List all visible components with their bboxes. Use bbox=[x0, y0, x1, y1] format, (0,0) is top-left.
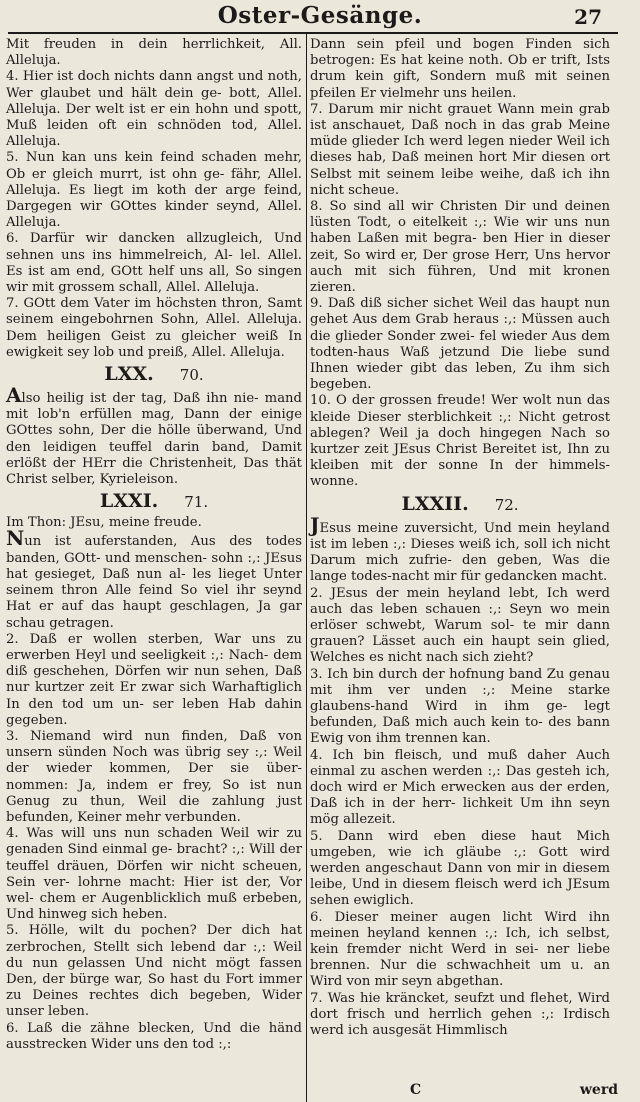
verse: 6. Dieser meiner augen licht Wird ihn meinen heyland kennen :,: Ich, ich selbst, kein fremder nicht Werd in sei- ner liebe brennen. Nur die schwachheit um u. an Wird von mir seyn abgethan. bbox=[310, 909, 610, 990]
verse: 4. Was will uns nun schaden Weil wir zu genaden Sind einmal ge- bracht? :,: Will der teuffel dräuen, Dörfen wir nicht scheuen, Sein ver- lohrne macht: Hier ist der, Vor wel- chem er Augenblicklich muß erbeben, Und hinweg sich heben. bbox=[6, 826, 302, 923]
initial-letter: J bbox=[310, 512, 320, 537]
hymn-roman-numeral: LXXI. bbox=[99, 490, 159, 513]
verse: Dann sein pfeil und bogen Finden sich betrogen: Es hat keine noth. Ob er trift, Ists drum kein gift, Sondern muß mit seinen pfeilen Er vielmehr uns heilen. bbox=[310, 37, 610, 101]
verse: 9. Daß diß sicher sichet Weil das haupt nun gehet Aus dem Grab heraus :,: Müssen auch die glieder Sonder zwei- fel wieder Aus dem todten-haus Waß jetzund Die liebe sund Ihnen wieder gibt das leben, Zu ihm sich begeben. bbox=[310, 296, 610, 393]
column-divider bbox=[306, 34, 307, 1102]
verse-body: un ist auferstanden, Aus des todes banden, GOtt- und menschen- sohn :,: JEsus hat gesieget, Daß nun al- les lieget Unter seinem thron Alle feind So viel ihr seynd Hat er auf das haupt geschlagen, Ja gar schau getragen. bbox=[6, 534, 302, 631]
verse: 4. Ich bin fleisch, und muß daher Auch einmal zu aschen werden :,: Das gesteh ich, doch wird er Mich erwecken aus der erden, Daß ich in der herr- lichkeit Um ihn seyn mög allezeit. bbox=[310, 747, 610, 828]
verse: 3. Niemand wird nun finden, Daß von unsern sünden Noch was übrig sey :,: Weil der wieder kommen, Der sie über- nommen: Ja, indem er frey, So ist nun Genug zu thun, Weil die zahlung just befunden, Keiner mehr verbunden. bbox=[6, 728, 302, 825]
verse: 2. JEsus der mein heyland lebt, Ich werd auch das leben schauen :,: Seyn wo mein erlöser schwebt, Warum sol- te mir dann grauen? Lässet auch ein haupt sein glied, Welches es nicht nach sich zieht? bbox=[310, 585, 610, 666]
initial-letter: N bbox=[6, 526, 25, 551]
right-column bbox=[310, 37, 610, 1039]
verse: 5. Hölle, wilt du pochen? Der dich hat zerbrochen, Stellt sich lebend dar :,: Weil du nun gelassen Und nicht mögt fassen Den, der bürge war, So hast du Fort immer zu Deines rechtes dich begeben, Wider unser leben. bbox=[6, 923, 302, 1020]
verse: 6. Laß die zähne blecken, Und die händ ausstrecken Wider uns den tod :,: bbox=[6, 1020, 302, 1052]
page-number: 27 bbox=[574, 5, 602, 29]
verse: 4. Hier ist doch nichts dann angst und noth, Wer glaubet und hält dein ge- bott, Allel. Alleluja. Der welt ist er ein hohn und spott, Muß leiden oft ein schnöden tod, Allel. Alleluja. bbox=[6, 69, 302, 150]
hymn-number-70 bbox=[6, 363, 302, 386]
signature-mark: C bbox=[410, 1082, 422, 1098]
hymn-roman-numeral: LXX. bbox=[104, 363, 154, 386]
verse: Mit freuden in dein herrlichkeit, All. Alleluja. bbox=[6, 37, 302, 69]
page-header bbox=[0, 0, 640, 34]
verse: 3. Ich bin durch der hofnung band Zu genau mit ihm ver unden :,: Meine starke glaubens-hand Wird in ihm ge- legt befunden, Daß mich auch kein to- des bann Ewig von ihm trennen kan. bbox=[310, 666, 610, 747]
initial-letter: A bbox=[6, 383, 22, 408]
verse: 7. Darum mir nicht grauet Wann mein grab ist anschauet, Daß noch in das grab Meine müde glieder Ich werd legen nieder Weil ich dieses hab, Daß meinen hort Mir diesen ort Selbst mit seinem leibe weihe, daß ich ihn nicht scheue. bbox=[310, 101, 610, 198]
verse: 6. Darfür wir dancken allzugleich, Und sehnen uns ins himmelreich, Al- lel. Allel. Es ist am end, GOtt helf uns all, So singen wir mit grossem schall, Allel. Alleluja. bbox=[6, 231, 302, 296]
verse bbox=[310, 512, 610, 586]
hymn-70-text bbox=[6, 383, 302, 488]
verse: 7. Was hie kräncket, seufzt und flehet, Wird dort frisch und herrlich gehen :,: Irdisch werd ich ausgesät Himmlisch bbox=[310, 990, 610, 1038]
running-title: Oster-Gesänge. bbox=[217, 2, 423, 29]
verse bbox=[6, 526, 302, 631]
header-rule bbox=[8, 32, 618, 34]
verse: 8. So sind all wir Christen Dir und deinen lüsten Todt, o eitelkeit :,: Wie wir uns nun haben Laßen mit begra- ben Hier in dieser zeit, So wird er, Der grose Herr, Uns hervor auch mit sich führen, Und mit kronen zieren. bbox=[310, 199, 610, 296]
hymn-number-72 bbox=[310, 493, 610, 516]
hymn-70-body: lso heilig ist der tag, Daß ihn nie- mand mit lob'n erfüllen mag, Dann der einige GOttes sohn, Der die hölle überwand, Und den leidigen teuffel darin band, Damit erlößt der HErr die Christenheit, Das thät Christ selber, Kyrieleison. bbox=[6, 391, 302, 488]
verse-body: Esus meine zuversicht, Und mein heyland ist im leben :,: Dieses weiß ich, soll ich nicht Darum mich zufrie- den geben, Was die lange todes-nacht mir für gedancken macht. bbox=[310, 520, 610, 585]
hymn-arabic-numeral: 72. bbox=[494, 495, 519, 514]
verse: 5. Dann wird eben diese haut Mich umgeben, wie ich gläube :,: Gott wird werden angeschaut Dann von mir in diesem leibe, Und in diesem fleisch werd ich JEsum sehen ewiglich. bbox=[310, 828, 610, 909]
verse: 5. Nun kan uns kein feind schaden mehr, Ob er gleich murrt, ist ohn ge- fähr, Allel. Alleluja. Es liegt im koth der arge feind, Dargegen wir GOttes kinder seynd, Allel. Alleluja. bbox=[6, 150, 302, 231]
hymn-arabic-numeral: 71. bbox=[184, 493, 209, 512]
left-column bbox=[6, 37, 302, 1053]
hymn-number-71 bbox=[6, 490, 302, 513]
hymn-roman-numeral: LXXII. bbox=[401, 492, 469, 515]
verse: 2. Daß er wollen sterben, War uns zu erwerben Heyl und seeligkeit :,: Nach- dem diß geschehen, Dörfen wir nun sehen, Daß nur kurtzer zeit Er zwar sich Warhaftiglich In den tod um un- ser leben Hab dahin gegeben. bbox=[6, 631, 302, 728]
verse: 7. GOtt dem Vater im höchsten thron, Samt seinem eingebohrnen Sohn, Allel. Alleluja. Dem heiligen Geist zu gleicher weiß In ewigkeit sey lob und preiß, Allel. Alleluja. bbox=[6, 296, 302, 360]
catchword: werd bbox=[579, 1082, 618, 1098]
melody-note: Im Thon: JEsu, meine freude. bbox=[6, 515, 202, 531]
verse: 10. O der grossen freude! Wer wolt nun das kleide Dieser sterblichkeit :,: Nicht getrost ablegen? Weil ja doch hingegen Nach so kurtzer zeit JEsus Christ Bereitet ist, Ihn zu kleiben mit der sonne In der himmels-wonne. bbox=[310, 393, 610, 490]
hymn-arabic-numeral: 70. bbox=[179, 366, 204, 385]
